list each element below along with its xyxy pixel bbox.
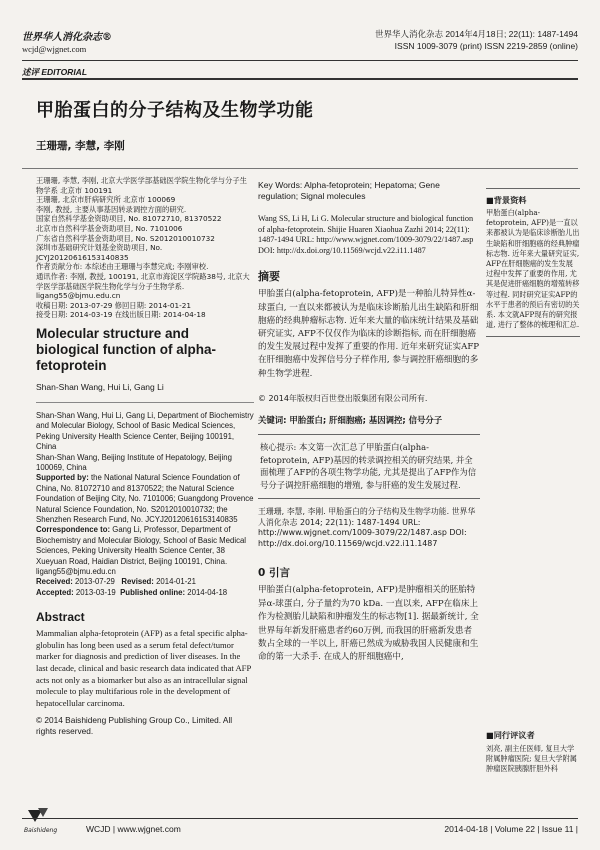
copyright-en: © 2014 Baishideng Publishing Group Co., Limited. All rights reserved.: [36, 715, 233, 737]
sidebar-rule: [486, 188, 580, 189]
footer-left: WCJD | www.wjgnet.com: [86, 824, 181, 834]
correspondence-text: Gang Li, Professor, Department of Biochemistry and Molecular Biology, School of Basic Medical Sciences, Peking University Health Science Center, 38 Xueyuan Road, Haidian District, Beijing 100191, China. ligang55@bjmu.edu.cn: [36, 525, 247, 576]
title-rule: [22, 168, 578, 169]
affiliation-cn-line: 接受日期: 2014-03-19 在线出版日期: 2014-04-18: [36, 310, 206, 320]
supported-label: Supported by:: [36, 473, 89, 483]
abstract-heading: Abstract: [36, 610, 85, 625]
header-rule: [22, 60, 578, 61]
supported-text: the National Natural Science Foundation of China, No. 81072710 and 81370522; the Natural Science Foundation of Beijing City, No. 7101006; Guangdong Provence Natural Science Foundation, No. S2012010010732; the Shenzhen Research Fund, No. JCYJ20120616153140835: [36, 473, 254, 524]
article-title-en: Molecular structure and biological function of alpha-fetoprotein: [36, 325, 216, 373]
affiliation-en-line: Shan-Shan Wang, Hui Li, Gang Li, Department of Biochemistry and Molecular Biology, School of Basic Medical Sciences, Peking University Health Science Center, Beijing 100191, China: [36, 410, 254, 452]
affiliation-cn-line: 作者贡献分布: 本综述由王珊珊与李慧完成; 李刚审校.: [36, 262, 209, 272]
dates-line-2: [36, 588, 254, 598]
header-citation: 世界华人消化杂志 2014年4月18日; 22(11): 1487-1494: [375, 29, 578, 39]
core-tip-box: 核心提示: 本文第一次汇总了甲胎蛋白(alpha-fetoprotein, AFP)基因的转录调控相关的研究结果, 并全面梳理了AFP的各项生物学功能, 尤其是提出了AFP作为信号分子调控肝癌细胞的增殖, 参与肝癌的发生发展过程.: [258, 434, 480, 499]
publisher-logo-icon: [22, 806, 62, 836]
affiliation-cn-line: 通讯作者: 李刚, 教授, 100191, 北京市海淀区学院路38号, 北京大学医学部基础医学院生物化学与分子生物学系.: [36, 271, 250, 291]
affiliation-cn-line: 国家自然科学基金资助项目, No. 81072710, 81370522: [36, 214, 222, 224]
journal-email[interactable]: wcjd@wjgnet.com: [22, 44, 87, 54]
section-rule: [22, 78, 578, 80]
affiliations-cn: [36, 176, 254, 320]
header-right: [318, 28, 578, 52]
copyright-cn: © 2014年版权归百世登出版集团有限公司所有.: [258, 393, 428, 403]
right-sidebar: [486, 182, 580, 343]
section-tag: 述评 EDITORIAL: [22, 67, 88, 77]
published-label: Published online:: [120, 587, 186, 597]
affiliation-cn-line: 王珊珊, 北京市肝病研究所 北京市 100069: [36, 195, 176, 205]
header-issn: ISSN 1009-3079 (print) ISSN 2219-2859 (online): [394, 41, 578, 51]
accepted-label: Accepted:: [36, 587, 74, 597]
dates-line-1: [36, 577, 254, 587]
authors-cn: 王珊珊, 李慧, 李刚: [36, 140, 125, 152]
journal-logo: 世界华人消化杂志®: [22, 32, 112, 43]
middle-column: [258, 180, 480, 665]
abstract-text: Mammalian alpha-fetoprotein (AFP) as a fetal specific alpha-globulin has long been used as a serum fetal defect/tumor marker for diagnosis and prediction of liver diseases. In the last decade, clinical and basic research data indicated that AFP acts not only as a biomarker but also as an intracellular signal molecule to play multifarious role in the development of hepatocellular carcinoma.: [36, 628, 251, 708]
reviewer-heading: ■同行评议者: [486, 730, 535, 740]
received-label: Received:: [36, 577, 73, 587]
citation-cn[interactable]: 王珊珊, 李慧, 李刚. 甲胎蛋白的分子结构及生物学功能. 世界华人消化杂志 2014; 22(11): 1487-1494 URL: http://www.wjgnet.com/1009-3079/22/1487.asp DOI: http://dx.doi.org/10.11569/wcjd.v22.i11.1487: [258, 506, 476, 548]
affiliation-cn-line: 广东省自然科学基金资助项目, No. S2012010010732: [36, 233, 215, 243]
affiliation-cn-line: 收稿日期: 2013-07-29 修回日期: 2014-01-21: [36, 300, 192, 310]
article-title-cn: 甲胎蛋白的分子结构及生物学功能: [36, 100, 314, 121]
supported-by: [36, 473, 254, 525]
publisher-logo-text: Baishideng: [24, 827, 58, 834]
affiliation-cn-line: 深圳市基础研究计划基金资助项目, No. JCYJ20120616153140835: [36, 243, 163, 262]
correspondence-label: Correspondence to:: [36, 525, 111, 535]
affiliation-cn-line: 王珊珊, 李慧, 李刚, 北京大学医学部基础医学院生物化学与分子生物学系 北京市 100191: [36, 176, 247, 195]
revised-date: 2014-01-21: [156, 577, 196, 587]
affiliation-cn-line[interactable]: ligang55@bjmu.edu.cn: [36, 291, 121, 301]
correspondence: [36, 525, 254, 577]
authors-en: Shan-Shan Wang, Hui Li, Gang Li: [36, 381, 164, 392]
published-date: 2014-04-18: [187, 587, 228, 597]
accepted-date: 2013-03-19: [75, 587, 116, 597]
keywords-cn: 关键词: 甲胎蛋白; 肝细胞癌; 基因调控; 信号分子: [258, 414, 443, 425]
left-column: [36, 176, 254, 737]
footer-right: 2014-04-18 | Volume 22 | Issue 11 |: [444, 824, 578, 834]
keywords-en: Key Words: Alpha-fetoprotein; Hepatoma; Gene regulation; Signal molecules: [258, 180, 440, 201]
intro-text: 甲胎蛋白(alpha-fetoprotein, AFP)是肿瘤相关的胚胎特异α-球蛋白, 分子量约为70 kDa. 一直以来, AFP在临床上作为检测胎儿缺陷和肿瘤发生的标志物[1]. 据最新统计, 全世界每年新发肝癌患者约60万例, 而我国的肝癌新发患者数占全球的一半以上, 肝癌已然成为威胁我国人民健康和生命的第一大杀手. 在成人的肝细胞癌中,: [258, 585, 479, 663]
background-text: 甲胎蛋白(alpha-fetoprotein, AFP)是一直以来都被认为是临床诊断胎儿出生缺陷和肝细胞癌的经典肿瘤标志物. 近年来大量研究证实, AFP在肝细胞癌的发生发展过程中发挥了重要的作用, 尤其是促进肝癌细胞的增殖转移等过程. 同时研究证实AFP的水平于患者的预后有密切的关系. 本文就AFP现有的研究报道, 进行了整体的梳理和汇总.: [486, 208, 580, 330]
background-heading: ■背景资料: [486, 195, 527, 205]
intro-heading: 0 引言: [258, 567, 290, 580]
header-left: [22, 28, 222, 54]
affiliations-en: [36, 411, 254, 598]
affiliation-en-line: Shan-Shan Wang, Beijing Institute of Hepatology, Beijing 100069, China: [36, 452, 232, 472]
sidebar-rule: [486, 336, 580, 337]
abstract-cn-text: 甲胎蛋白(alpha-fetoprotein, AFP)是一种胎儿特异性α-球蛋白, 一直以来都被认为是临床诊断胎儿出生缺陷和肝细胞癌的经典肿瘤标志物. 近年来大量的临床统计结果及基础研究证实, AFP不仅仅作为临床的诊断指标, 而在肝细胞癌的发生发展过程中发挥了重要的作用. 近年来研究证实AFP在肝细胞癌中发挥信号分子样作用, 参与调控肝癌细胞的多种生物学进程.: [258, 289, 480, 379]
affiliation-cn-line: 李刚, 教授, 主要从事基因转录调控方面的研究.: [36, 204, 187, 214]
abstract-cn-heading: 摘要: [258, 270, 280, 284]
divider: [36, 402, 254, 403]
reviewer-text: 刘亮, 副主任医师, 复旦大学附属肿瘤医院; 复旦大学附属肿瘤医院胰腺肝胆外科: [486, 744, 577, 774]
affiliation-cn-line: 北京市自然科学基金资助项目, No. 7101006: [36, 223, 183, 233]
revised-label: Revised:: [121, 577, 154, 587]
citation-en[interactable]: Wang SS, Li H, Li G. Molecular structure and biological function of alpha-fetoprotein. Shijie Huaren Xiaohua Zazhi 2014; 22(11): 1487-1494 URL: http://www.wjgnet.com/1009-3079/22/1487.asp DOI: http://dx.doi.org/10.11569/wcjd.v22.i11.1487: [258, 214, 474, 255]
received-date: 2013-07-29: [75, 577, 115, 587]
footer-rule: [22, 818, 578, 819]
